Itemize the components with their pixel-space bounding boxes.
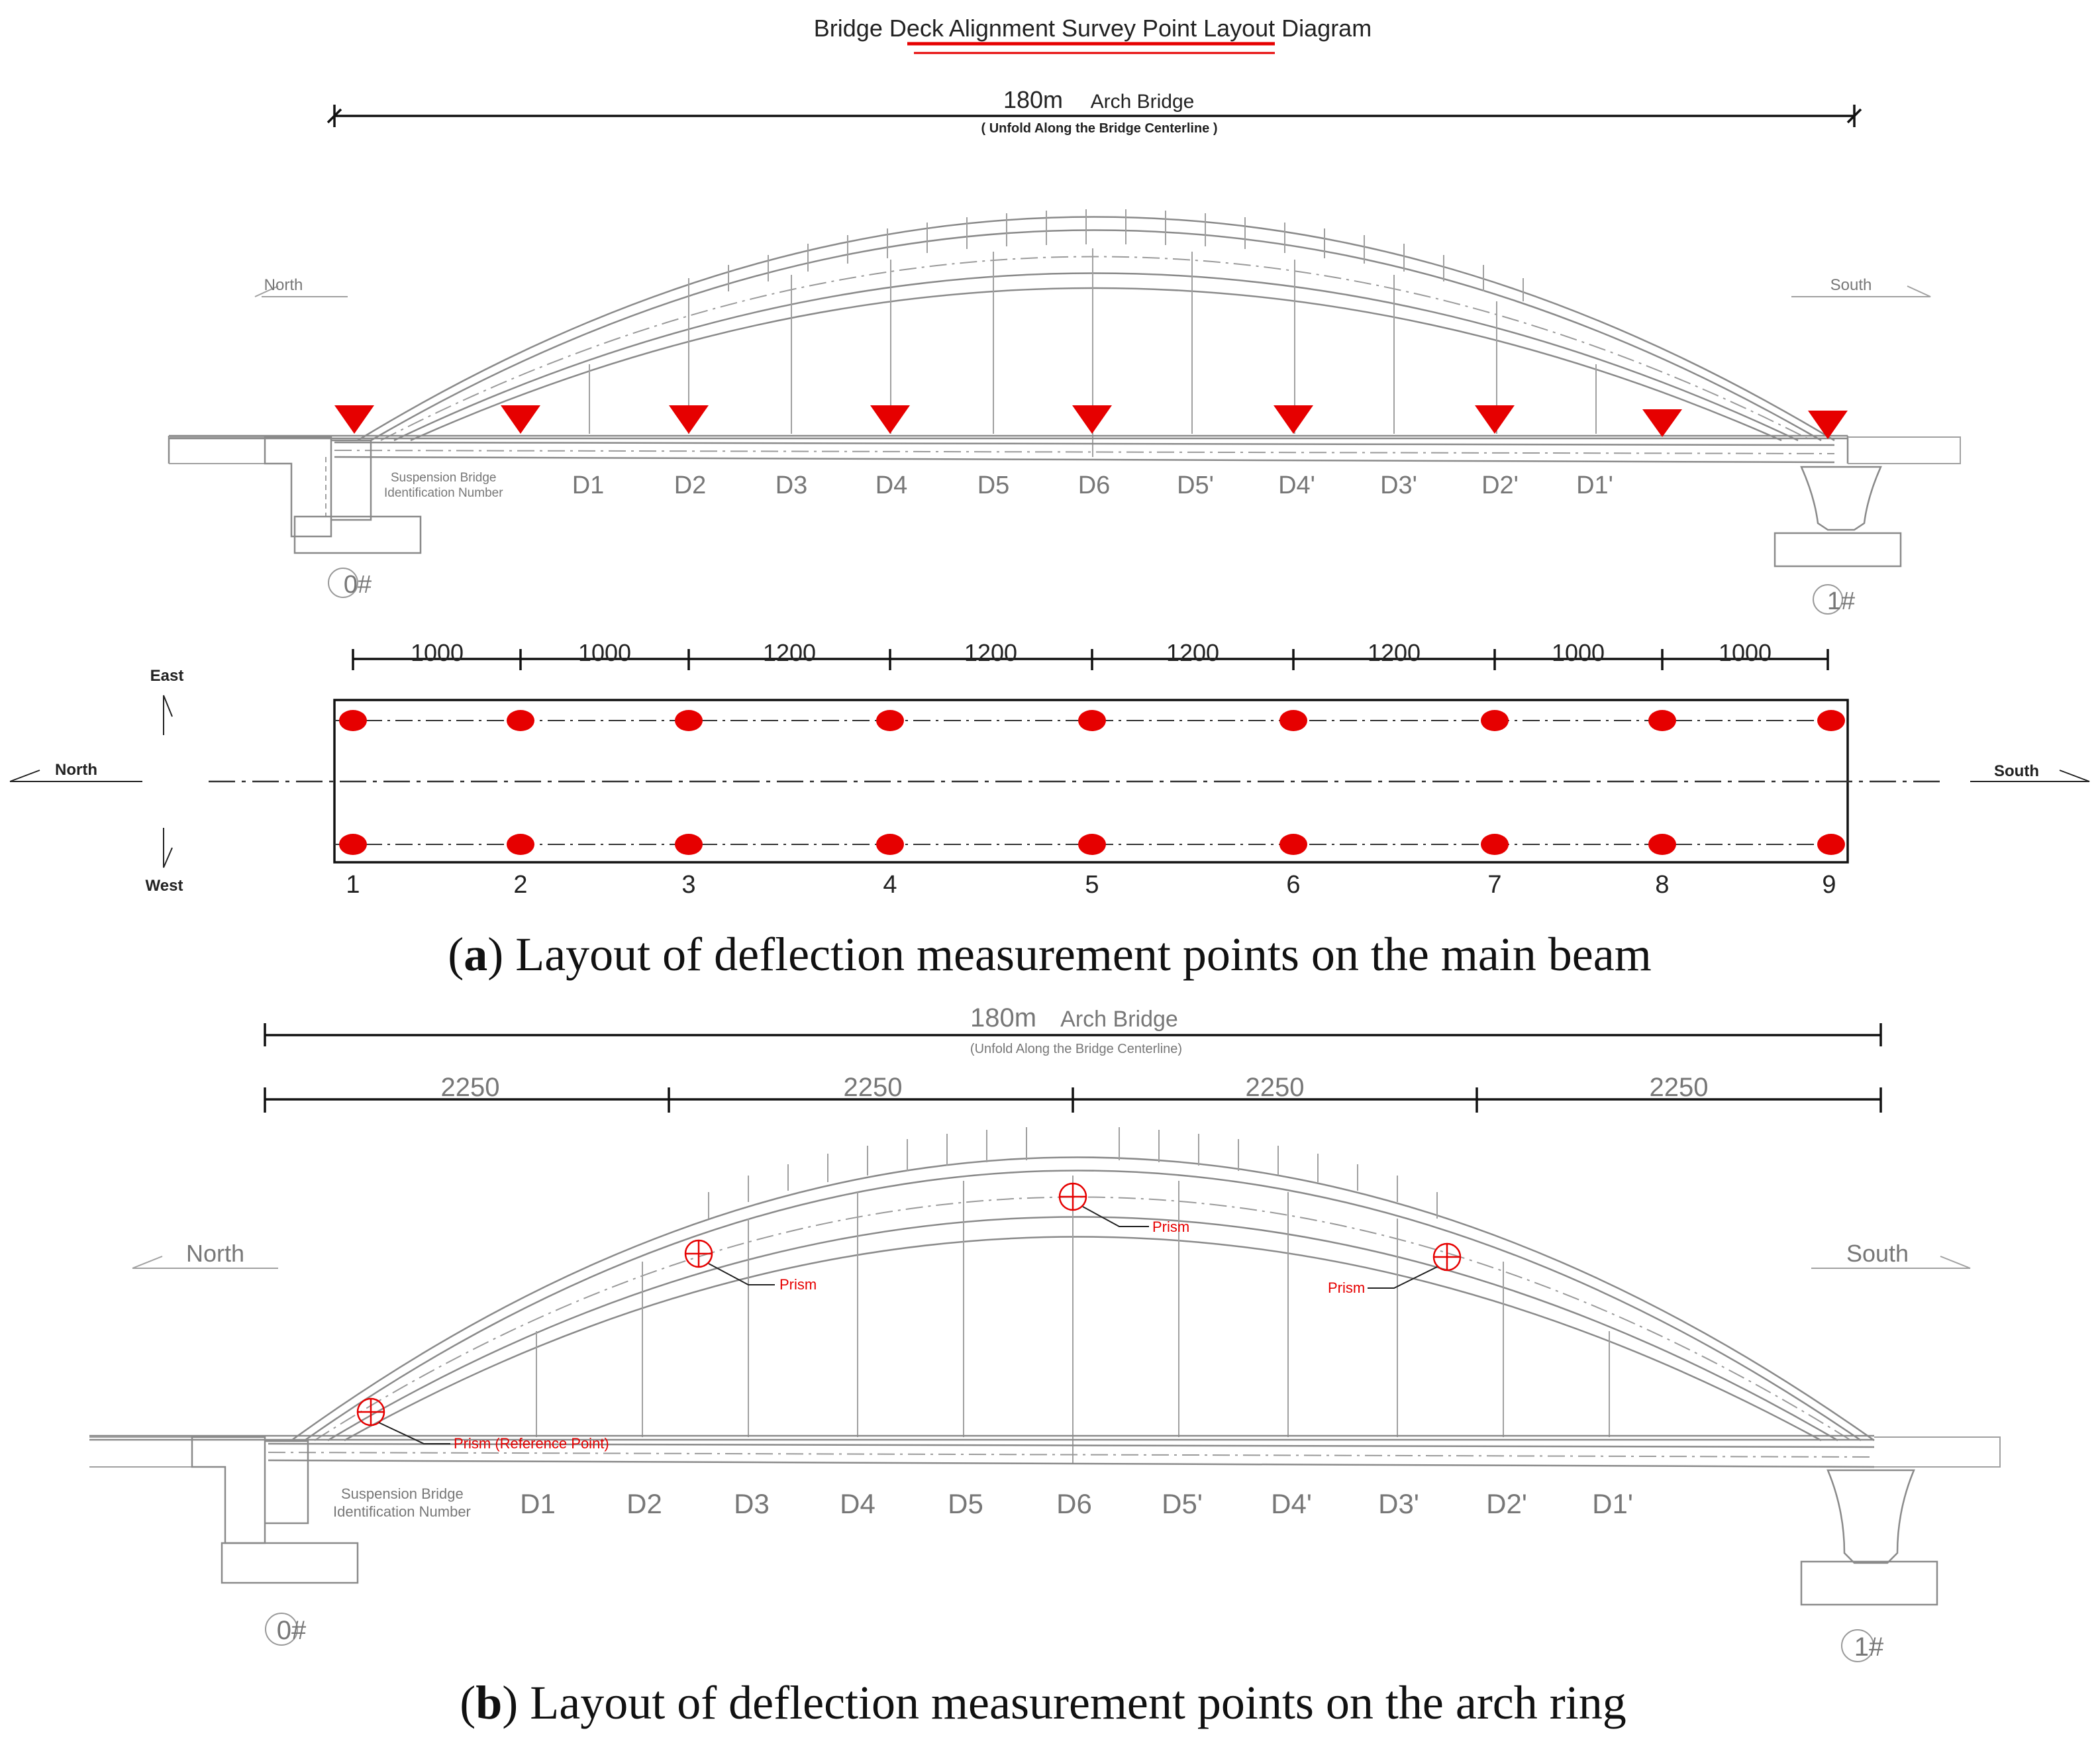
arch-rib-b — [291, 1158, 1874, 1441]
triangle-marker — [501, 405, 540, 434]
spacing-dimensions-a — [353, 649, 1828, 670]
east-arrow — [150, 667, 184, 735]
suspension-id-line2-b: Identification Number — [333, 1503, 471, 1520]
point-numbers — [346, 871, 1836, 899]
spacing-label: 2250 — [1649, 1073, 1709, 1102]
prism-2 — [1060, 1183, 1189, 1235]
panel-a-elevation — [169, 86, 1960, 615]
section-label: D1 — [520, 1488, 556, 1519]
section-label: D3' — [1378, 1488, 1419, 1519]
west-arrow — [146, 828, 183, 895]
survey-point — [1817, 834, 1845, 855]
deflection-markers-a — [334, 405, 1848, 439]
prism-reference-label: Prism (Reference Point) — [454, 1435, 609, 1452]
spacing-label: 2250 — [843, 1073, 903, 1102]
diagram-title: Bridge Deck Alignment Survey Point Layout Diagram — [813, 15, 1372, 42]
north-arrow-plan — [10, 761, 142, 781]
span-name-b: Arch Bridge — [1060, 1007, 1178, 1032]
survey-point — [339, 834, 367, 855]
spacing-label: 1000 — [410, 639, 464, 666]
caption-b-text: Layout of deflection measurement points on the arch ring — [530, 1676, 1626, 1729]
panel-a-plan — [10, 639, 2089, 899]
point-number: 2 — [513, 871, 528, 899]
survey-point — [675, 834, 703, 855]
deck-a — [169, 436, 1960, 464]
point-number: 6 — [1286, 871, 1301, 899]
triangle-marker — [1642, 409, 1682, 437]
pier-1-b — [1801, 1470, 1937, 1605]
triangle-marker — [669, 405, 709, 434]
spacing-label: 2250 — [440, 1073, 500, 1102]
span-name-a: Arch Bridge — [1090, 91, 1195, 113]
point-number: 1 — [346, 871, 360, 899]
spacing-label: 1000 — [577, 639, 632, 666]
spacing-label: 1200 — [1166, 639, 1220, 666]
section-labels-b — [520, 1488, 1633, 1519]
span-note-a: ( Unfold Along the Bridge Centerline ) — [981, 121, 1218, 136]
spacing-label: 2250 — [1245, 1073, 1305, 1102]
spacing-label: 1000 — [1718, 639, 1772, 666]
span-value-a: 180m — [1003, 86, 1064, 113]
section-label: D3' — [1380, 472, 1417, 499]
pier-label-1-b: 1# — [1854, 1632, 1884, 1662]
section-label: D1' — [1592, 1488, 1633, 1519]
north-label-b: North — [185, 1240, 245, 1267]
pier-label-0-a: 0# — [343, 571, 372, 599]
south-label-b: South — [1846, 1240, 1909, 1267]
point-number: 9 — [1822, 871, 1836, 899]
section-label: D1' — [1576, 472, 1613, 499]
prism-label: Prism — [1152, 1219, 1190, 1235]
section-label: D2' — [1481, 472, 1519, 499]
survey-point — [1279, 710, 1307, 731]
survey-point — [507, 710, 534, 731]
point-number: 7 — [1487, 871, 1502, 899]
triangle-marker — [1072, 405, 1112, 434]
section-label: D4' — [1278, 472, 1315, 499]
section-label: D1 — [572, 472, 605, 499]
caption-a-text: Layout of deflection measurement points on the main beam — [515, 928, 1652, 981]
triangle-marker — [1475, 405, 1515, 434]
triangle-marker — [1808, 411, 1848, 439]
spacing-label: 1200 — [1367, 639, 1421, 666]
point-number: 8 — [1655, 871, 1670, 899]
suspension-id-line2-a: Identification Number — [384, 486, 503, 500]
north-arrow-a — [255, 276, 348, 297]
south-label-a: South — [1830, 276, 1872, 294]
south-arrow-plan — [1970, 762, 2089, 781]
section-label: D4 — [875, 472, 908, 499]
section-label: D5' — [1162, 1488, 1203, 1519]
section-label: D2 — [626, 1488, 662, 1519]
span-value-b: 180m — [970, 1003, 1037, 1032]
section-label: D2' — [1486, 1488, 1527, 1519]
span-note-b: (Unfold Along the Bridge Centerline) — [970, 1042, 1183, 1056]
prism-label: Prism — [779, 1276, 817, 1293]
survey-point — [1817, 710, 1845, 731]
point-number: 4 — [883, 871, 897, 899]
south-label-plan: South — [1994, 762, 2039, 780]
survey-point — [1481, 834, 1509, 855]
section-label: D2 — [674, 472, 707, 499]
section-label: D3 — [775, 472, 808, 499]
caption-a: (a) Layout of deflection measurement points on the main beam — [448, 928, 1652, 981]
survey-point — [675, 710, 703, 731]
west-label: West — [145, 877, 183, 895]
section-label: D4' — [1271, 1488, 1312, 1519]
section-labels-a — [572, 472, 1613, 499]
section-label: D5 — [948, 1488, 983, 1519]
pier-marker-1-b — [1842, 1630, 1884, 1662]
spacing-dimensions-b — [265, 1087, 1881, 1113]
spacing-label: 1000 — [1551, 639, 1605, 666]
caption-a-letter: a — [464, 928, 488, 981]
survey-point — [1481, 710, 1509, 731]
north-label-plan: North — [55, 761, 97, 779]
south-arrow-a — [1791, 276, 1930, 297]
section-label: D3 — [734, 1488, 770, 1519]
point-number: 5 — [1085, 871, 1099, 899]
pier-label-0-b: 0# — [276, 1616, 307, 1645]
survey-point — [1648, 710, 1676, 731]
pier-marker-0-a — [328, 568, 372, 599]
spacing-label: 1200 — [964, 639, 1018, 666]
title-underline — [907, 44, 1275, 53]
north-label-a: North — [264, 276, 303, 294]
triangle-marker — [334, 405, 374, 434]
east-label: East — [150, 667, 184, 685]
caption-b: (b) Layout of deflection measurement points on the arch ring — [460, 1676, 1626, 1729]
triangle-marker — [870, 405, 910, 434]
pier-marker-0-b — [266, 1613, 307, 1645]
survey-point — [1078, 834, 1106, 855]
pier-1-a — [1775, 467, 1901, 566]
section-label: D5 — [977, 472, 1010, 499]
suspension-id-line1-a: Suspension Bridge — [391, 471, 497, 485]
section-label: D6 — [1077, 472, 1111, 499]
deck-b — [89, 1436, 2000, 1467]
spacing-labels-b — [441, 1073, 1709, 1102]
north-arrow-b — [132, 1240, 278, 1268]
caption-b-letter: b — [475, 1676, 503, 1729]
suspension-id-line1-b: Suspension Bridge — [341, 1485, 464, 1502]
survey-point — [1078, 710, 1106, 731]
prism-label: Prism — [1328, 1279, 1366, 1296]
panel-b-elevation — [89, 1003, 2000, 1662]
section-label: D4 — [840, 1488, 875, 1519]
spacing-label: 1200 — [762, 639, 817, 666]
triangle-marker — [1274, 405, 1313, 434]
survey-point — [1648, 834, 1676, 855]
survey-point — [1279, 834, 1307, 855]
survey-point — [876, 710, 904, 731]
pier-marker-1-a — [1813, 585, 1855, 615]
section-label: D6 — [1056, 1488, 1092, 1519]
section-label: D5' — [1177, 472, 1214, 499]
pier-label-1-a: 1# — [1826, 587, 1856, 615]
survey-point — [339, 710, 367, 731]
point-number: 3 — [681, 871, 696, 899]
survey-point — [507, 834, 534, 855]
survey-point — [876, 834, 904, 855]
south-arrow-b — [1811, 1240, 1970, 1268]
